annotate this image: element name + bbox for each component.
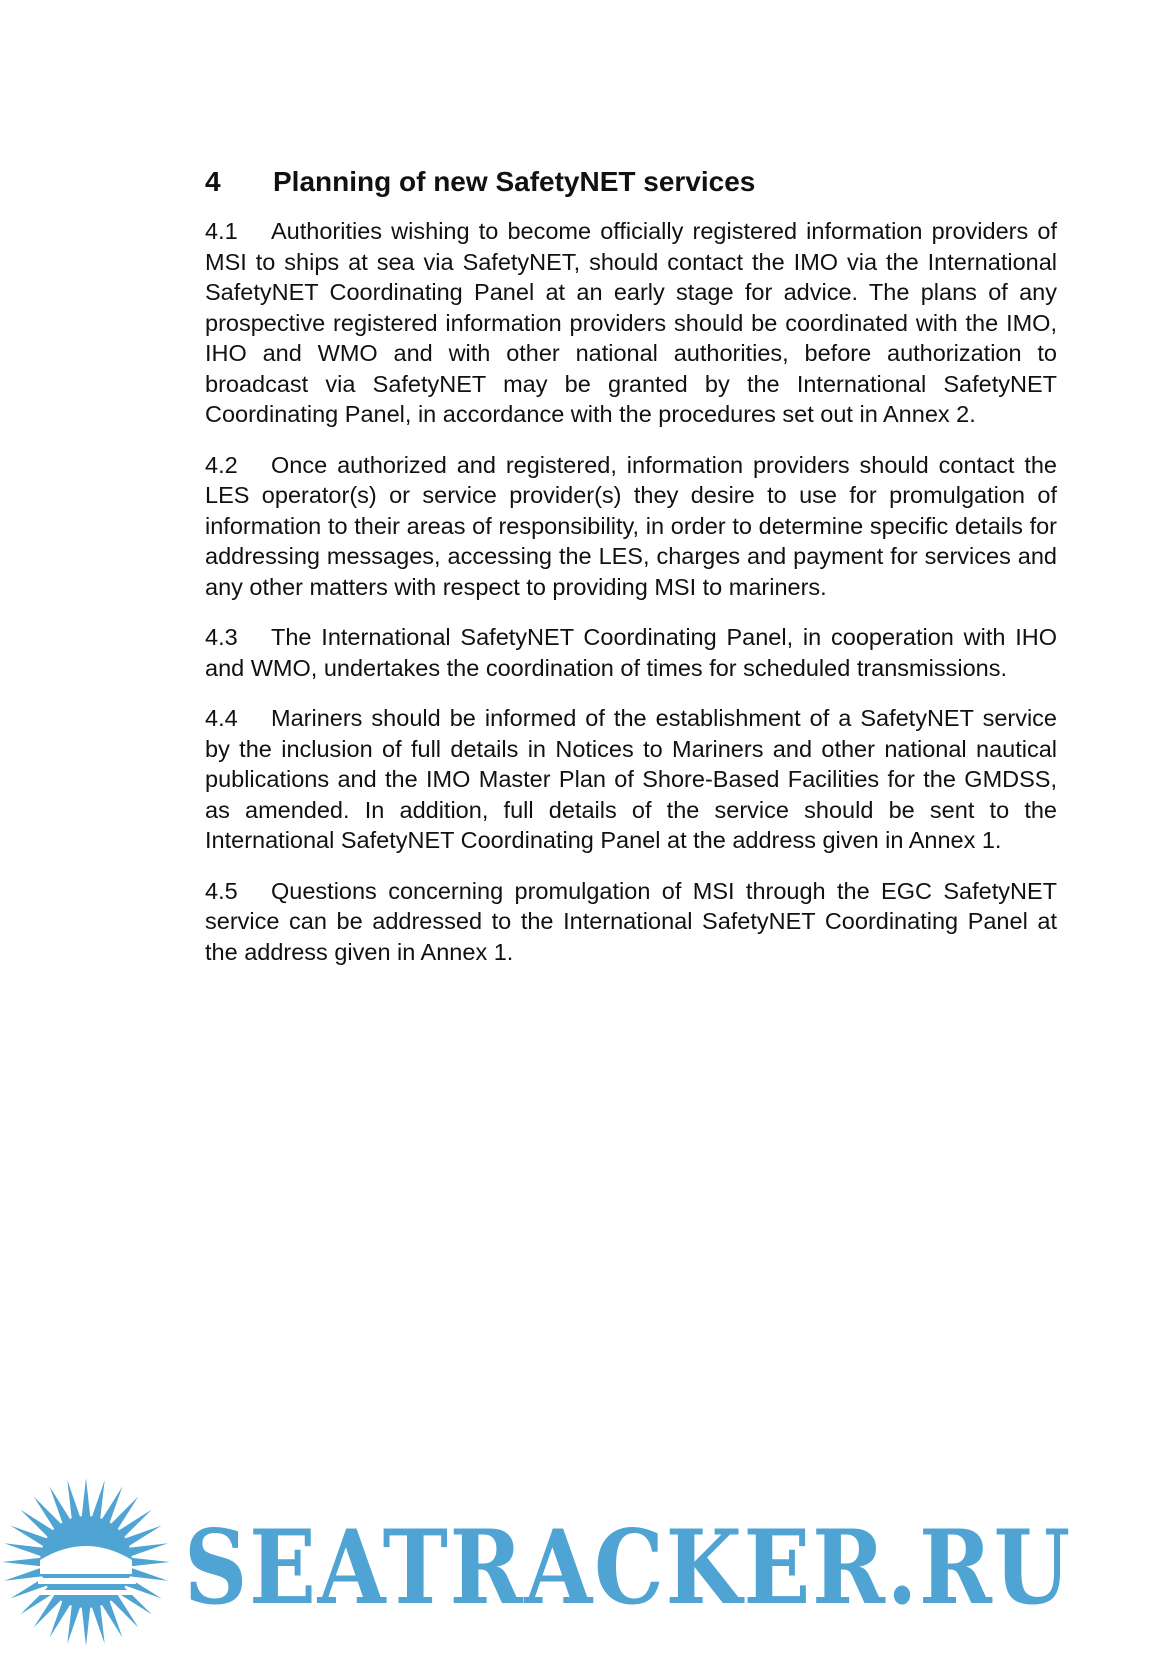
paragraph-text: Authorities wishing to become officially registered information providers of MSI to ships at sea via SafetyNET, should contact the IMO via the International SafetyNET Coordinating Panel at an early stage for advice. The plans of any prospective registered information providers should be coordinated with the IMO, IHO and WMO and with other national authorities, before authorization to broadcast via SafetyNET may be granted by the International SafetyNET Coordinating Panel, in accordance with the procedures set out in Annex 2. [205,218,1057,427]
watermark [0,1478,1166,1654]
sun-ray [67,1604,80,1644]
paragraph-4-5 [205,876,1057,968]
paragraph-number: 4.1 [205,218,238,244]
paragraph-text: Once authorized and registered, information providers should contact the LES operator(s) or service provider(s) they desire to use for promulgation of information to their areas of responsibility, in order to determine specific details for addressing messages, accessing the LES, charges and payment for services and any other matters with respect to providing MSI to mariners. [205,451,1057,600]
section-heading [205,162,1057,202]
paragraph-4-3 [205,622,1057,683]
paragraph-number: 4.5 [205,877,238,904]
page-content [205,162,1057,987]
paragraph-number: 4.3 [205,624,238,650]
paragraph-4-2 [205,450,1057,603]
section-title: Planning of new SafetyNET services [273,166,756,197]
sun-ray [91,1480,104,1520]
watermark-text: SEATRACKER.RU [184,1508,1072,1628]
sun-ray [67,1480,80,1520]
paragraph-text: Mariners should be informed of the establishment of a SafetyNET service by the inclusion of full details in Notices to Mariners and other national nautical publications and the IMO Master Plan of Shore-Based Facilities for the GMDSS, as amended. In addition, full details of the service should be sent to the International SafetyNET Coordinating Panel at the address given in Annex 1. [205,705,1057,853]
paragraph-4-1 [205,216,1057,430]
sun-ray [2,1558,42,1567]
sun-ray [130,1558,170,1567]
sun-ray [82,1478,91,1518]
sun-ray [91,1604,104,1644]
sun-ray [82,1606,91,1646]
sun-icon [0,1478,176,1654]
sun-ray [128,1543,168,1556]
section-number: 4 [205,166,221,197]
paragraph-4-4 [205,703,1057,856]
sun-ray [4,1543,44,1556]
paragraph-number: 4.4 [205,705,238,731]
paragraph-text: The International SafetyNET Coordinating Panel, in cooperation with IHO and WMO, undertakes the coordination of times for scheduled transmissions. [205,624,1057,681]
paragraph-number: 4.2 [205,451,238,478]
paragraph-text: Questions concerning promulgation of MSI through the EGC SafetyNET service can be addressed to the International SafetyNET Coordinating Panel at the address given in Annex 1. [205,877,1057,965]
